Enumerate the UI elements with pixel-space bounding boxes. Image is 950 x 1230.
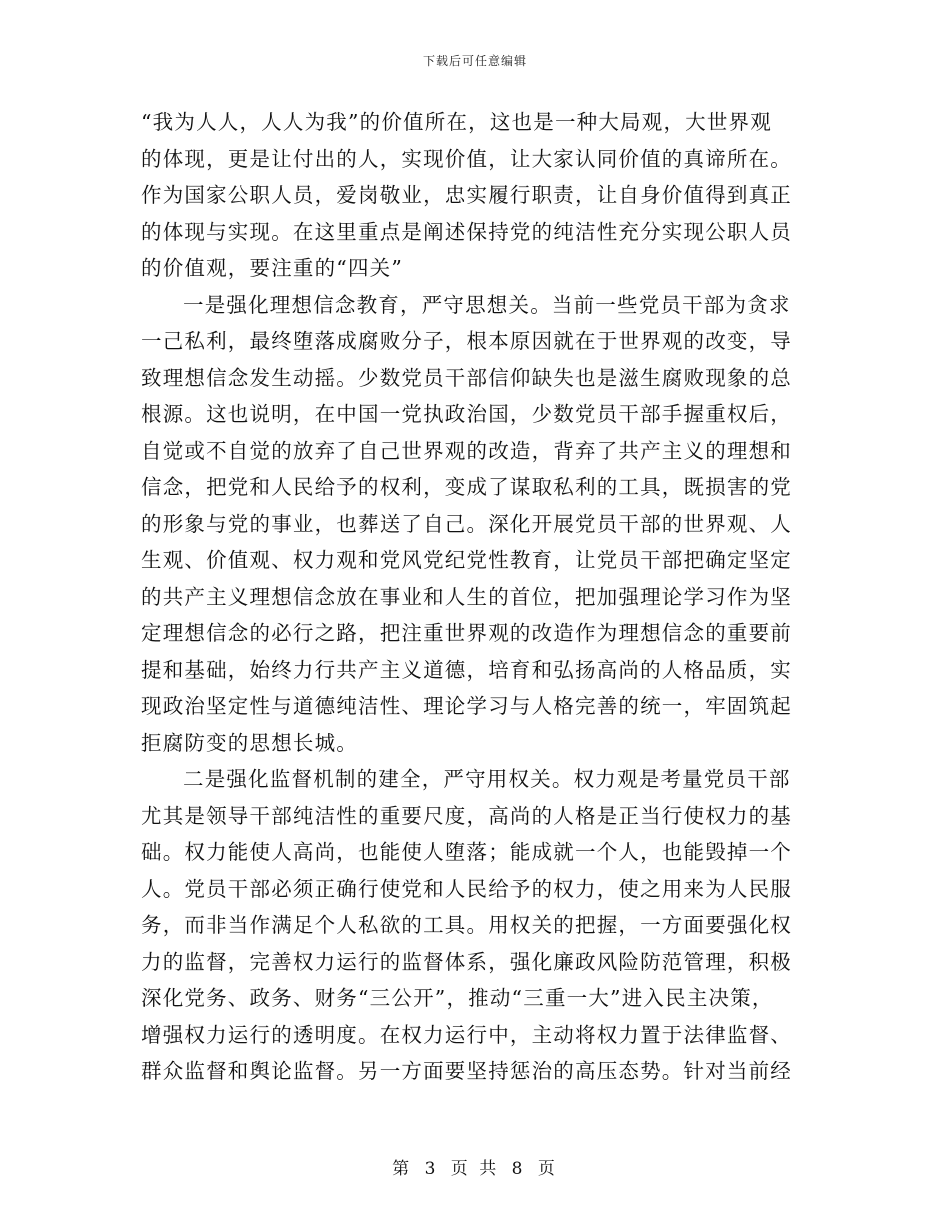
text-line: 础。权力能使人高尚，也能使人堕落；能成就一个人，也能毁掉一个	[141, 840, 792, 864]
text-line: 人。党员干部必须正确行使党和人民给予的权力，使之用来为人民服	[141, 876, 792, 901]
text-line: 信念，把党和人民给予的权利，变成了谋取私利的工具，既损害的党	[141, 475, 792, 499]
text-line: 作为国家公职人员，爱岗敬业，忠实履行职责，让自身价值得到真正	[141, 183, 792, 207]
text-line: 力的监督，完善权力运行的监督体系，强化廉政风险防范管理，积极	[141, 949, 792, 974]
text-line: 生观、价值观、权力观和党风党纪党性教育，让党员干部把确定坚定	[141, 548, 792, 572]
page-header: 下载后可任意编辑	[422, 54, 527, 68]
text-line: 致理想信念发生动摇。少数党员干部信仰缺失也是滋生腐败现象的总	[141, 365, 792, 390]
paragraph-start-line: 二是强化监督机制的建全，严守用权关。权力观是考量党员干部	[183, 767, 791, 791]
text-line: 增强权力运行的透明度。在权力运行中，主动将权力置于法律监督、	[141, 1022, 792, 1047]
total-page-count: 8	[511, 1159, 526, 1179]
text-line: 深化党务、政务、财务“三公开”，推动“三重一大”进入民主决策，	[141, 986, 774, 1010]
text-line: 定理想信念的必行之路，把注重世界观的改造作为理想信念的重要前	[141, 621, 792, 645]
footer-middle: 页 共	[450, 1159, 500, 1179]
text-line: 拒腐防变的思想长城。	[141, 730, 358, 755]
text-line: 的形象与党的事业，也葬送了自己。深化开展党员干部的世界观、人	[141, 511, 792, 536]
document-body	[141, 104, 811, 1090]
text-line: 的体现与实现。在这里重点是阐述保持党的纯洁性充分实现公职人员	[141, 219, 792, 244]
text-line: 一己私利，最终堕落成腐败分子，根本原因就在于世界观的改变，导	[141, 329, 792, 353]
text-line: 的价值观，要注重的“四关”	[141, 256, 404, 280]
footer-suffix: 页	[537, 1159, 558, 1179]
text-line: 尤其是领导干部纯洁性的重要尺度，高尚的人格是正当行使权力的基	[141, 803, 792, 828]
text-line: 的体现，更是让付出的人，实现价值，让大家认同价值的真谛所在。	[141, 146, 792, 171]
page-footer	[0, 1154, 950, 1179]
paragraph-start-line: 一是强化理想信念教育，严守思想关。当前一些党员干部为贪求	[183, 292, 791, 317]
current-page-number: 3	[424, 1159, 439, 1179]
text-line: 务，而非当作满足个人私欲的工具。用权关的把握，一方面要强化权	[141, 913, 792, 937]
text-line: 现政治坚定性与道德纯洁性、理论学习与人格完善的统一，牢固筑起	[141, 694, 792, 718]
text-line: 根源。这也说明，在中国一党执政治国，少数党员干部手握重权后，	[141, 402, 792, 426]
text-line: 自觉或不自觉的放弃了自己世界观的改造，背弃了共产主义的理想和	[141, 438, 792, 463]
text-line: 群众监督和舆论监督。另一方面要坚持惩治的高压态势。针对当前经	[141, 1059, 792, 1083]
text-line: “我为人人，人人为我”的价值所在，这也是一种大局观，大世界观	[141, 110, 772, 134]
text-line: 的共产主义理想信念放在事业和人生的首位，把加强理论学习作为坚	[141, 584, 792, 609]
text-line: 提和基础，始终力行共产主义道德，培育和弘扬高尚的人格品质，实	[141, 657, 792, 682]
footer-prefix: 第	[392, 1159, 413, 1179]
